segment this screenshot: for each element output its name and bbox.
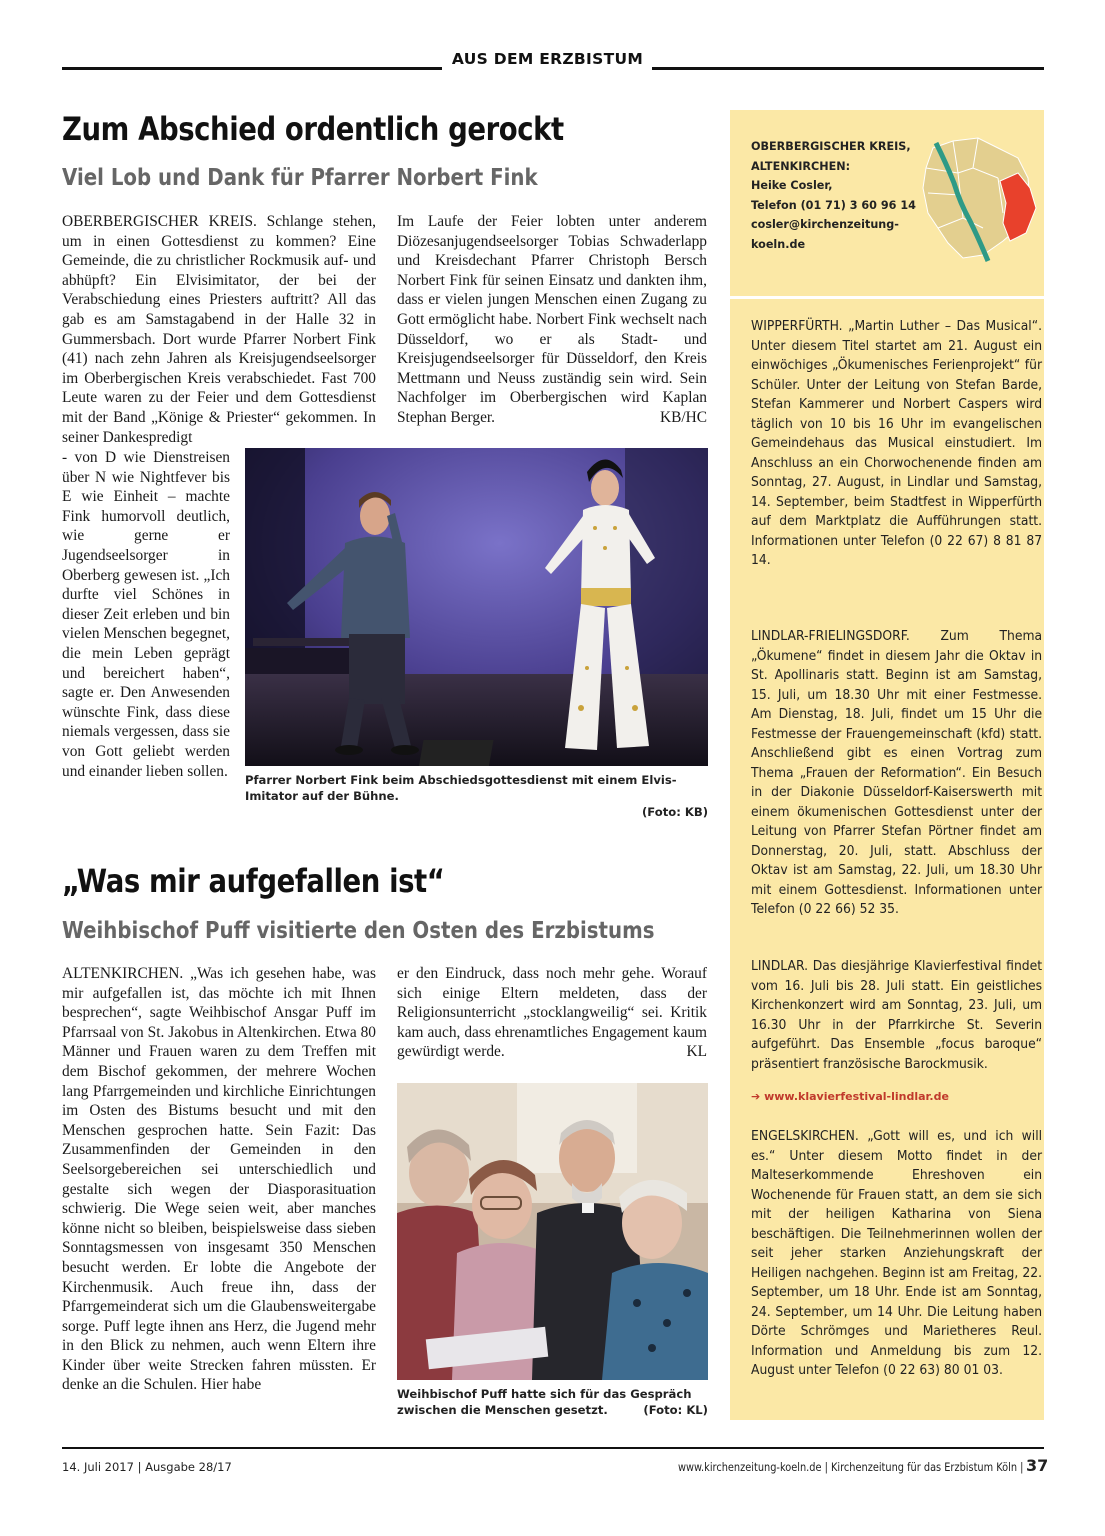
sidebar-contact [751, 137, 931, 254]
sidebar-item-engelskirchen: ENGELSKIRCHEN. „Gott will es, und ich will es.“ Unter diesem Motto findet in der Malteserkommende Ehreshoven ein Wochenende für Frauen statt, an dem sie sich mit der heiligen Katharina von Siena beschäftigen. Die Teilnehmerinnen wollen der seit jeher starken Anziehungskraft der Heiligen nachgehen. Beginn ist am Freitag, 22. September, um 18 Uhr. Ende ist am Sonntag, 24. September, um 14 Uhr. Die Leitung haben Dörte Schrömges und Marietheres Reul. Information und Anmeldung bis zum 12. August unter Telefon (0 22 63) 80 01 03. [751, 1129, 1043, 1378]
article2-col2 [397, 964, 707, 1062]
header-rule-right [652, 67, 1044, 70]
link-text[interactable]: www.klavierfestival-lindlar.de [764, 1090, 949, 1103]
article2-text-col2: er den Eindruck, dass noch mehr gehe. Worauf sich einige Eltern meldeten, dass der Religionsunterricht „stocklangweilig“ sei. Kritik kam auch, dass ehrenamtliches Engagement kaum gewürdigt werde. [397, 965, 707, 1061]
page-number: 37 [1026, 1456, 1049, 1475]
photo-bishop [397, 1083, 708, 1380]
contact-name: Heike Cosler, [751, 179, 833, 192]
article2-text-col1: ALTENKIRCHEN. „Was ich gesehen habe, was mir aufgefallen ist, das möchte ich mit Ihnen besprechen“, sagte Weihbischof Ansgar Puff im Pfarrsaal von St. Jakobus in Altenkirchen. Etwa 80 Männer und Frauen waren zu dem Treffen mit dem Bischof gekommen, der mehrere Wochen lang Pfarrgemeinden und kirchliche Einrichtungen im Osten des Bistums besucht und mit den Menschen gesprochen hatte. Sein Fazit: Das Zusammenfinden der Gemeinden in den Seelsorgebereichen sei unterschiedlich und gestalte sich wegen der Diasporasituation schwierig. Die Wege seien weit, aber manches könne nicht so bleiben, beispielsweise dass sieben Sonntagsmessen von insgesamt 350 Menschen besucht werden. Er lobte die Angebote der Kirchenmusik. Auch freue ihn, dass der Pfarrgemeinderat sich um die Glaubensweitergabe sorge. Puff legte ihnen ans Herz, die Jugend mehr in den Blick zu nehmen, auch wenn Eltern ihre Kinder über weite Strecken fahren müssten. Er denke an die Schulen. Hier habe [62, 965, 376, 1394]
photo-concert [245, 448, 708, 766]
article2-title: „Was mir aufgefallen ist“ [62, 862, 445, 900]
article1-text-col1: OBERBERGISCHER KREIS. Schlange stehen, um in einen Gottesdienst zu kommen? Eine Gemeinde, die zu christlicher Rockmusik auf- und abhüpft? Ein Elvisimitator, der bei der Verabschiedung eines Priesters auftritt? All das gab es am Samstagabend in der Halle 32 in Gummersbach. Dort wurde Pfarrer Norbert Fink (41) nach zehn Jahren als Kreisjugendseelsorger im Oberbergischen Kreis verabschiedet. Fast 700 Leute waren zu der Feier und dem Gottesdienst mit der Band „Könige & Priester“ gekommen. In seiner Dankespredigt [62, 213, 376, 446]
article1-text-col2: Im Laufe der Feier lobten unter anderem Diözesanjugendseelsorger Tobias Schwaderlapp und Kreisdechant Pfarrer Christoph Bersch Norbert Fink für seinen Einsatz und dankten ihm, dass er vielen jungen Menschen einen Zugang zu Gott ermöglicht habe. Norbert Fink wechselt nach Düsseldorf, wo er als Stadt- und Kreisjugendseelsorger für Düsseldorf, den Kreis Mettmann und Neuss zuständig sein wird. Sein Nachfolger im Oberbergischen wird Kaplan Stephan Berger. [397, 213, 707, 426]
article1-subtitle: Viel Lob und Dank für Pfarrer Norbert Fink [62, 165, 538, 191]
footer-date-issue: 14. Juli 2017 | Ausgabe 28/17 [62, 1460, 232, 1474]
article1-caption: Pfarrer Norbert Fink beim Abschiedsgottesdienst mit einem Elvis-Imitator auf der Bühne. [245, 773, 677, 803]
article2-subtitle: Weihbischof Puff visitierte den Osten des Erzbistums [62, 918, 655, 944]
arrow-right-icon: ➔ [751, 1090, 761, 1103]
article1-col2 [397, 212, 707, 428]
sidebar-item-lindlar-frielingsdorf: LINDLAR-FRIELINGSDORF. Zum Thema „Ökumene“ findet in diesem Jahr die Oktav in St. Apollinaris statt. Beginn ist am Samstag, 15. Juli, um 18.30 Uhr mit einer Festmesse. Am Dienstag, 18. Juli, findet um 15 Uhr die Festmesse der Frauengemeinschaft (kfd) statt. Anschließend gibt es einen Vortrag zum Thema „Frauen der Reformation“. Ein Besuch in der Diakonie Düsseldorf-Kaiserswerth mit einem ökumenischen Gottesdienst unter der Leitung von Pfarrer Stefan Pörtner findet am Donnerstag, 20. Juli, statt. Abschluss der Oktav ist am Samstag, 22. Juli, um 18.30 Uhr mit einem Gottesdienst. Informationen unter Telefon (0 22 66) 52 35. [751, 629, 1043, 917]
article2-signature: KL [686, 1043, 707, 1061]
footer-publication: www.kirchenzeitung-koeln.de | Kirchenzeitung für das Erzbistum Köln | [677, 1460, 1023, 1474]
article2-caption-block [397, 1386, 708, 1418]
article1-text-col1b: - von D wie Dienstreisen über N wie Nightfever bis E wie Einheit – machte Fink humorvoll deutlich, wie gerne er Jugendseelsorger in Oberberg gewesen ist. „Ich durfte viel Schönes in dieser Zeit erleben und bin vielen Menschen begegnet, die mein Leben geprägt und bereichert haben“, sagte er. Den Anwesenden wünschte Fink, dass diese niemals vergessen, dass sie von Gott geliebt werden und einander lieben sollen. [62, 449, 230, 780]
region-map [918, 133, 1038, 263]
contact-phone: Telefon (01 71) 3 60 96 14 [751, 198, 916, 212]
article2-caption: Weihbischof Puff hatte sich für das Gespräch zwischen die Menschen gesetzt. [397, 1387, 692, 1417]
section-title: AUS DEM ERZBISTUM [451, 50, 644, 68]
sidebar-item-wipperfuerth: WIPPERFÜRTH. „Martin Luther – Das Musical“. Unter diesem Titel startet am 21. August ein einwöchiges „Ökumenisches Ferienprojekt“ für Schüler. Unter der Leitung von Stefan Barde, Stefan Kammerer und Norbert Caspers wird täglich von 10 bis 16 Uhr im evangelischen Gemeindehaus das Musical einstudiert. Im Anschluss an ein Chorwochenende finden am Sonntag, 27. August, in Lindlar und Samstag, 14. September, beim Stadtfest in Wipperfürth auf dem Marktplatz die Aufführungen statt. Informationen unter Telefon (0 22 67) 8 81 87 14. [751, 319, 1043, 568]
article1-title: Zum Abschied ordentlich gerockt [62, 110, 564, 148]
article1-photo-credit: (Foto: KB) [641, 805, 708, 819]
article1-signature: KB/HC [659, 408, 707, 426]
article2-photo-credit: (Foto: KL) [643, 1403, 708, 1417]
contact-email[interactable]: cosler@kirchenzeitung-koeln.de [751, 218, 899, 251]
footer-rule [62, 1447, 1044, 1449]
sidebar-separator [730, 296, 1044, 299]
map-icon [918, 133, 1038, 263]
concert-image [245, 448, 708, 766]
contact-region-2: ALTENKIRCHEN: [751, 159, 851, 173]
header-rule-left [62, 67, 442, 70]
sidebar-item-lindlar: LINDLAR. Das diesjährige Klavierfestival findet vom 16. Juli bis 28. Juli statt. Ein geistliches Kirchenkonzert wird am Sonntag, 23. Juli, um 16.30 Uhr in der Pfarrkirche St. Severin aufgeführt. Das Ensemble „focus baroque“ präsentiert französische Barockmusik. [751, 959, 1043, 1072]
article1-caption-block [245, 772, 708, 820]
contact-region: OBERBERGISCHER KREIS, [751, 140, 911, 153]
bishop-image [397, 1083, 708, 1380]
sidebar-link-klavierfestival[interactable] [751, 1090, 949, 1103]
